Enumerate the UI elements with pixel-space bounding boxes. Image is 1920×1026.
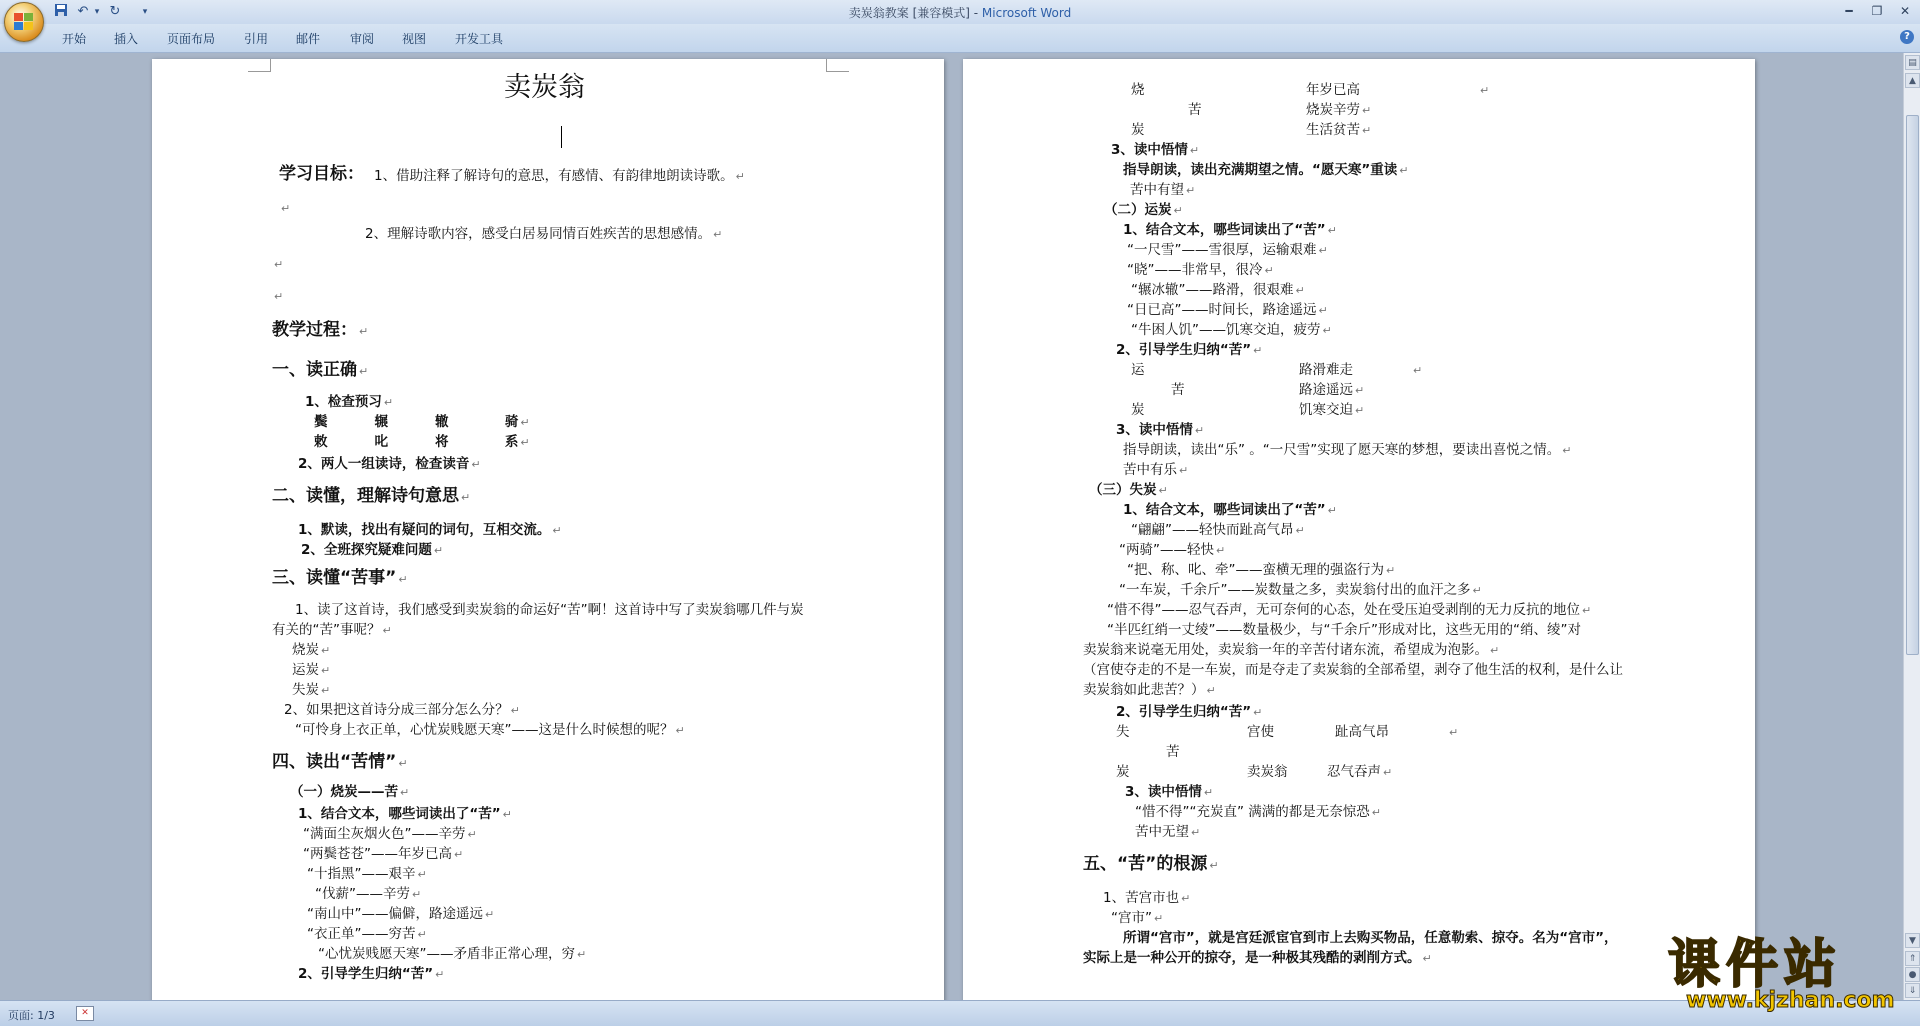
tab-view[interactable]: 视图 [402,32,427,46]
text-line: （一）烧炭——苦 ↵ [290,784,410,800]
previous-page-icon[interactable]: ⇑ [1905,951,1920,966]
document-title: 卖炭翁 [504,72,585,103]
text-line: 烧炭辛劳 ↵ [1306,102,1372,118]
office-button[interactable] [4,2,44,42]
text-line: “两骑”——轻快 ↵ [1119,542,1226,558]
text-line: 2、两人一组读诗，检查读音 ↵ [298,456,481,472]
text-line: 教学过程： ↵ [272,320,369,340]
text-line: “半匹红绡一丈绫”——数量极少，与“千余斤”形成对比，这些无用的“绡、绫”对 [1107,622,1581,638]
proofing-icon[interactable]: ✕ [76,1006,94,1021]
ribbon-tabs [0,24,1920,53]
text-line: 苦 [1171,382,1185,398]
text-line: “晓”——非常早，很冷 ↵ [1127,262,1274,278]
text-line: “惜不得”——忍气吞声，无可奈何的心态，处在受压迫受剥削的无力反抗的地位 ↵ [1107,602,1592,618]
text-line: 失 [1116,724,1130,740]
text-line: 有关的“苦”事呢？ ↵ [272,622,392,638]
text-line: 1、结合文本，哪些词读出了“苦” ↵ [1123,222,1337,238]
scroll-up-icon[interactable]: ▲ [1905,73,1920,88]
undo-dropdown-icon[interactable]: ▾ [94,7,100,17]
text-line: 2、理解诗歌内容，感受白居易同情百姓疾苦的思想感情。 ↵ [365,226,723,242]
text-line: 炭 [1131,122,1145,138]
text-line: 所谓“宫市”，就是宫廷派宦官到市上去购买物品，任意勒索、掠夺。名为“宫市”， [1123,930,1618,946]
redo-icon[interactable]: ↻ [109,4,121,19]
text-line: “伐薪”——辛劳 ↵ [315,886,422,902]
text-line: 3、读中悟情 ↵ [1111,142,1200,158]
text-line: ↵ [281,202,291,215]
text-line: “衣正单”——穷苦 ↵ [307,926,427,942]
text-line: 指导朗读，读出“乐” 。“一尺雪”实现了愿天寒的梦想，要读出喜悦之情。 ↵ [1123,442,1572,458]
text-line: 1、结合文本，哪些词读出了“苦” ↵ [298,806,512,822]
text-line: 趾高气昂 ↵ [1335,724,1459,740]
vertical-scrollbar[interactable] [1903,53,1920,1000]
text-line: 1、结合文本，哪些词读出了“苦” ↵ [1123,502,1337,518]
text-line: “辗冰辙”——路滑，很艰难 ↵ [1131,282,1305,298]
text-line: 鬓 辗 辙 骑 ↵ [314,414,530,430]
text-line: 运炭 ↵ [292,662,331,678]
text-line: 失炭 ↵ [292,682,331,698]
text-line: “日已高”——时间长，路途遥远 ↵ [1127,302,1328,318]
watermark-url: www.kjzhan.com [1686,988,1895,1013]
browse-object-icon[interactable]: ● [1905,967,1920,982]
text-line: “一尺雪”——雪很厚，运输艰难 ↵ [1127,242,1328,258]
text-line: “满面尘灰烟火色”——辛劳 ↵ [303,826,477,842]
text-line: “翩翩”——轻快而趾高气昂 ↵ [1131,522,1305,538]
text-line: （二）运炭 ↵ [1104,202,1183,218]
text-line: 四、读出“苦情” ↵ [272,752,408,772]
text-line: 忍气吞声 ↵ [1327,764,1393,780]
text-line: 五、“苦”的根源 ↵ [1083,854,1219,874]
page-count[interactable]: 页面: 1/3 [8,1009,55,1022]
text-line: 1、苦宫市也 ↵ [1103,890,1191,906]
text-line: 学习目标： [279,164,364,184]
text-line: 1、默读，找出有疑问的词句，互相交流。 ↵ [298,522,562,538]
title-bar [0,0,1920,25]
text-line: “可怜身上衣正单，心忧炭贱愿天寒”——这是什么时候想的呢？ ↵ [295,722,685,738]
close-icon[interactable]: ✕ [1899,4,1911,18]
tab-review[interactable]: 审阅 [350,32,375,46]
text-line: 2、引导学生归纳“苦” ↵ [1116,704,1263,720]
tab-insert[interactable]: 插入 [114,32,139,46]
undo-icon[interactable]: ↶ [77,4,89,19]
status-bar [0,1000,1920,1026]
text-line: “一车炭，千余斤”——炭数量之多，卖炭翁付出的血汗之多 ↵ [1119,582,1482,598]
document-workspace [0,53,1903,1000]
tab-mailings[interactable]: 邮件 [296,32,321,46]
text-line: 指导朗读，读出充满期望之情。“愿天寒”重读 ↵ [1123,162,1409,178]
tab-home[interactable]: 开始 [62,32,87,46]
text-line: 苦 [1188,102,1202,118]
text-line: 二、读懂，理解诗句意思 ↵ [272,486,471,506]
text-line: ↵ [274,258,284,271]
watermark-logo [1668,922,1908,1022]
customize-icon[interactable]: ▾ [142,7,148,17]
crop-mark [826,59,849,72]
text-line: 路途遥远 ↵ [1299,382,1365,398]
text-line: 实际上是一种公开的掠夺，是一种极其残酷的剥削方式。 ↵ [1083,950,1432,966]
text-line: 苦中无望 ↵ [1135,824,1201,840]
ruler-toggle-icon[interactable]: ▤ [1905,55,1920,70]
page-1[interactable] [152,59,944,1000]
text-line: 卖炭翁如此悲苦？） ↵ [1083,682,1216,698]
text-line: 运 [1131,362,1145,378]
text-line: 生活贫苦 ↵ [1306,122,1372,138]
text-line: 2、如果把这首诗分成三部分怎么分？ ↵ [284,702,520,718]
restore-icon[interactable]: ❐ [1871,4,1883,18]
scroll-down-icon[interactable]: ▼ [1905,933,1920,948]
watermark-text: 课件站 [1668,935,1843,995]
text-line: 炭 [1131,402,1145,418]
text-line: “把、称、叱、牵”——蛮横无理的强盗行为 ↵ [1127,562,1396,578]
tab-developer[interactable]: 开发工具 [455,32,504,46]
next-page-icon[interactable]: ⇓ [1905,983,1920,998]
page-2[interactable] [963,59,1755,1000]
text-line: “南山中”——偏僻，路途遥远 ↵ [307,906,495,922]
window-title: 卖炭翁教案 [兼容模式] - Microsoft Word [848,6,1072,20]
minimize-icon[interactable]: ━ [1845,4,1853,18]
text-line: “惜不得”“充炭直” 满满的都是无奈惊恐 ↵ [1135,804,1381,820]
text-line: 1、借助注释了解诗句的意思，有感情、有韵律地朗读诗歌。 ↵ [374,168,745,184]
text-line: 敕 叱 将 系 ↵ [314,434,530,450]
text-line: 宫使 [1247,724,1274,740]
text-line: “心忧炭贱愿天寒”——矛盾非正常心理，穷 ↵ [318,946,587,962]
text-line: 一、读正确 ↵ [272,360,369,380]
text-line: 年岁已高 ↵ [1306,82,1490,98]
text-line: 三、读懂“苦事” ↵ [272,568,408,588]
tab-references[interactable]: 引用 [244,32,269,46]
help-icon[interactable]: ? [1900,30,1914,44]
text-line: 2、引导学生归纳“苦” ↵ [298,966,445,982]
text-cursor [561,126,562,148]
text-line: “十指黑”——艰辛 ↵ [307,866,427,882]
text-line: 路滑难走 ↵ [1299,362,1423,378]
text-line: 苦 [1166,744,1180,760]
text-line: 饥寒交迫 ↵ [1299,402,1365,418]
text-line: ↵ [274,290,284,303]
text-line: 2、全班探究疑难问题 ↵ [301,542,444,558]
text-line: 3、读中悟情 ↵ [1116,422,1205,438]
text-line: 苦中有望 ↵ [1130,182,1196,198]
text-line: “两鬓苍苍”——年岁已高 ↵ [303,846,464,862]
text-line: 卖炭翁来说毫无用处，卖炭翁一年的辛苦付诸东流，希望成为泡影。 ↵ [1083,642,1500,658]
text-line: 烧 [1131,82,1145,98]
text-line: “牛困人饥”——饥寒交迫，疲劳 ↵ [1131,322,1332,338]
text-line: （三）失炭 ↵ [1089,482,1168,498]
text-line: 卖炭翁 [1247,764,1288,780]
crop-mark [248,59,271,72]
text-line: 1、读了这首诗，我们感受到卖炭翁的命运好“苦”啊！这首诗中写了卖炭翁哪几件与炭 [295,602,804,618]
text-line: 烧炭 ↵ [292,642,331,658]
scrollbar-thumb[interactable] [1906,115,1919,655]
text-line: 1、检查预习 ↵ [305,394,394,410]
text-line: 2、引导学生归纳“苦” ↵ [1116,342,1263,358]
text-line: 3、读中悟情 ↵ [1125,784,1214,800]
text-line: 炭 [1116,764,1130,780]
text-line: 苦中有乐 ↵ [1123,462,1189,478]
office-logo-icon [14,13,34,31]
tab-page-layout[interactable]: 页面布局 [167,32,216,46]
text-line: “宫市” ↵ [1111,910,1164,926]
text-line: （宫使夺走的不是一车炭，而是夺走了卖炭翁的全部希望，剥夺了他生活的权利，是什么让 [1083,662,1623,678]
